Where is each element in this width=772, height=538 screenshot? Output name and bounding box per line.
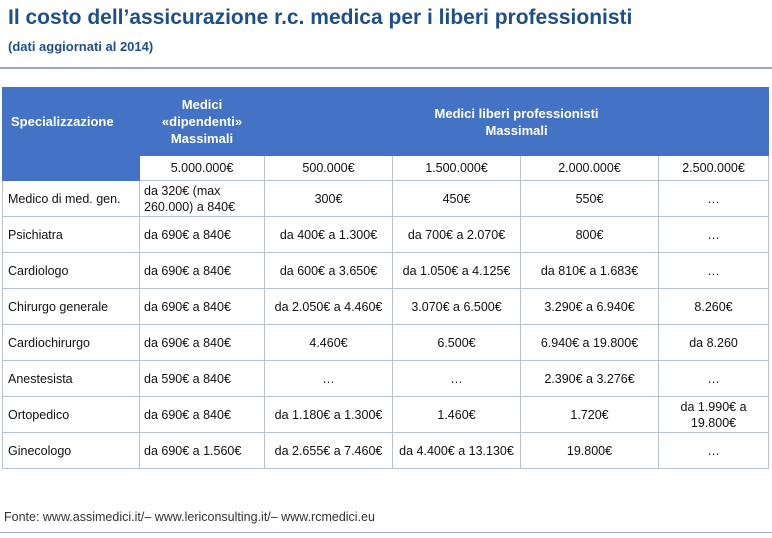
table-row (3, 217, 769, 253)
insurance-cost-table (2, 87, 769, 469)
table-row (3, 181, 769, 217)
row-value: da 2.050€ a 4.460€ (265, 289, 393, 325)
row-specializzazione: Psichiatra (3, 217, 140, 253)
row-specializzazione: Ginecologo (3, 433, 140, 469)
row-value: 3.070€ a 6.500€ (393, 289, 521, 325)
page-subtitle: (dati aggiornati al 2014) (8, 39, 154, 54)
source-divider (0, 532, 772, 533)
header-dipendenti-line: Massimali (170, 131, 234, 146)
row-value: da 4.400€ a 13.130€ (393, 433, 521, 469)
title-divider (0, 67, 772, 69)
row-value: da 590€ a 840€ (140, 361, 265, 397)
table-row (3, 433, 769, 469)
row-specializzazione: Cardiologo (3, 253, 140, 289)
row-value: da 690€ a 840€ (140, 253, 265, 289)
row-value: … (659, 433, 769, 469)
massimale-cell: 500.000€ (265, 156, 393, 181)
page-title: Il costo dell’assicurazione r.c. medica per i liberi professionisti (8, 6, 633, 29)
row-value: 6.500€ (393, 325, 521, 361)
table-row (3, 325, 769, 361)
row-value: … (393, 361, 521, 397)
row-value: da 320€ (max 260.000) a 840€ (140, 181, 265, 217)
header-medici-dipendenti (140, 88, 265, 156)
row-specializzazione: Ortopedico (3, 397, 140, 433)
row-value: 450€ (393, 181, 521, 217)
row-value: 19.800€ (521, 433, 659, 469)
row-value: 2.390€ a 3.276€ (521, 361, 659, 397)
header-medici-liberi (265, 88, 769, 156)
row-value: 800€ (521, 217, 659, 253)
row-value: 3.290€ a 6.940€ (521, 289, 659, 325)
massimale-cell: 5.000.000€ (140, 156, 265, 181)
row-value: da 690€ a 840€ (140, 289, 265, 325)
row-value: 300€ (265, 181, 393, 217)
row-value: da 690€ a 840€ (140, 217, 265, 253)
row-value: da 690€ a 840€ (140, 397, 265, 433)
massimali-row (3, 156, 769, 181)
row-value: 6.940€ a 19.800€ (521, 325, 659, 361)
row-value: … (659, 253, 769, 289)
row-value: da 1.180€ a 1.300€ (265, 397, 393, 433)
row-value: … (265, 361, 393, 397)
row-value: da 8.260 (659, 325, 769, 361)
row-value: 1.460€ (393, 397, 521, 433)
table-header-row (3, 88, 769, 156)
table-row (3, 289, 769, 325)
row-value: … (659, 181, 769, 217)
row-specializzazione: Medico di med. gen. (3, 181, 140, 217)
header-dipendenti-line: «dipendenti» (161, 114, 243, 129)
row-value: da 2.655€ a 7.460€ (265, 433, 393, 469)
row-value: 1.720€ (521, 397, 659, 433)
row-specializzazione: Chirurgo generale (3, 289, 140, 325)
massimale-cell: 2.000.000€ (521, 156, 659, 181)
source-note: Fonte: www.assimedici.it/– www.lericonsulting.it/– www.rcmedici.eu (4, 510, 375, 524)
row-value: da 600€ a 3.650€ (265, 253, 393, 289)
row-value: … (659, 217, 769, 253)
row-value: 4.460€ (265, 325, 393, 361)
massimale-cell: 2.500.000€ (659, 156, 769, 181)
row-value: da 690€ a 1.560€ (140, 433, 265, 469)
table-row (3, 253, 769, 289)
row-value: 8.260€ (659, 289, 769, 325)
table-row (3, 361, 769, 397)
massimali-blank-cell (3, 156, 140, 181)
row-value: da 400€ a 1.300€ (265, 217, 393, 253)
header-specializzazione: Specializzazione (3, 88, 140, 156)
row-value: 550€ (521, 181, 659, 217)
header-liberi-line: Massimali (485, 122, 548, 138)
header-liberi-line: Medici liberi professionisti (434, 105, 599, 121)
row-value: … (659, 361, 769, 397)
massimale-cell: 1.500.000€ (393, 156, 521, 181)
row-value: da 1.050€ a 4.125€ (393, 253, 521, 289)
table-row (3, 397, 769, 433)
row-specializzazione: Anestesista (3, 361, 140, 397)
row-value: da 810€ a 1.683€ (521, 253, 659, 289)
row-value: da 700€ a 2.070€ (393, 217, 521, 253)
row-value: da 1.990€ a 19.800€ (659, 397, 769, 433)
row-value: da 690€ a 840€ (140, 325, 265, 361)
row-specializzazione: Cardiochirurgo (3, 325, 140, 361)
header-dipendenti-line: Medici (181, 97, 223, 112)
